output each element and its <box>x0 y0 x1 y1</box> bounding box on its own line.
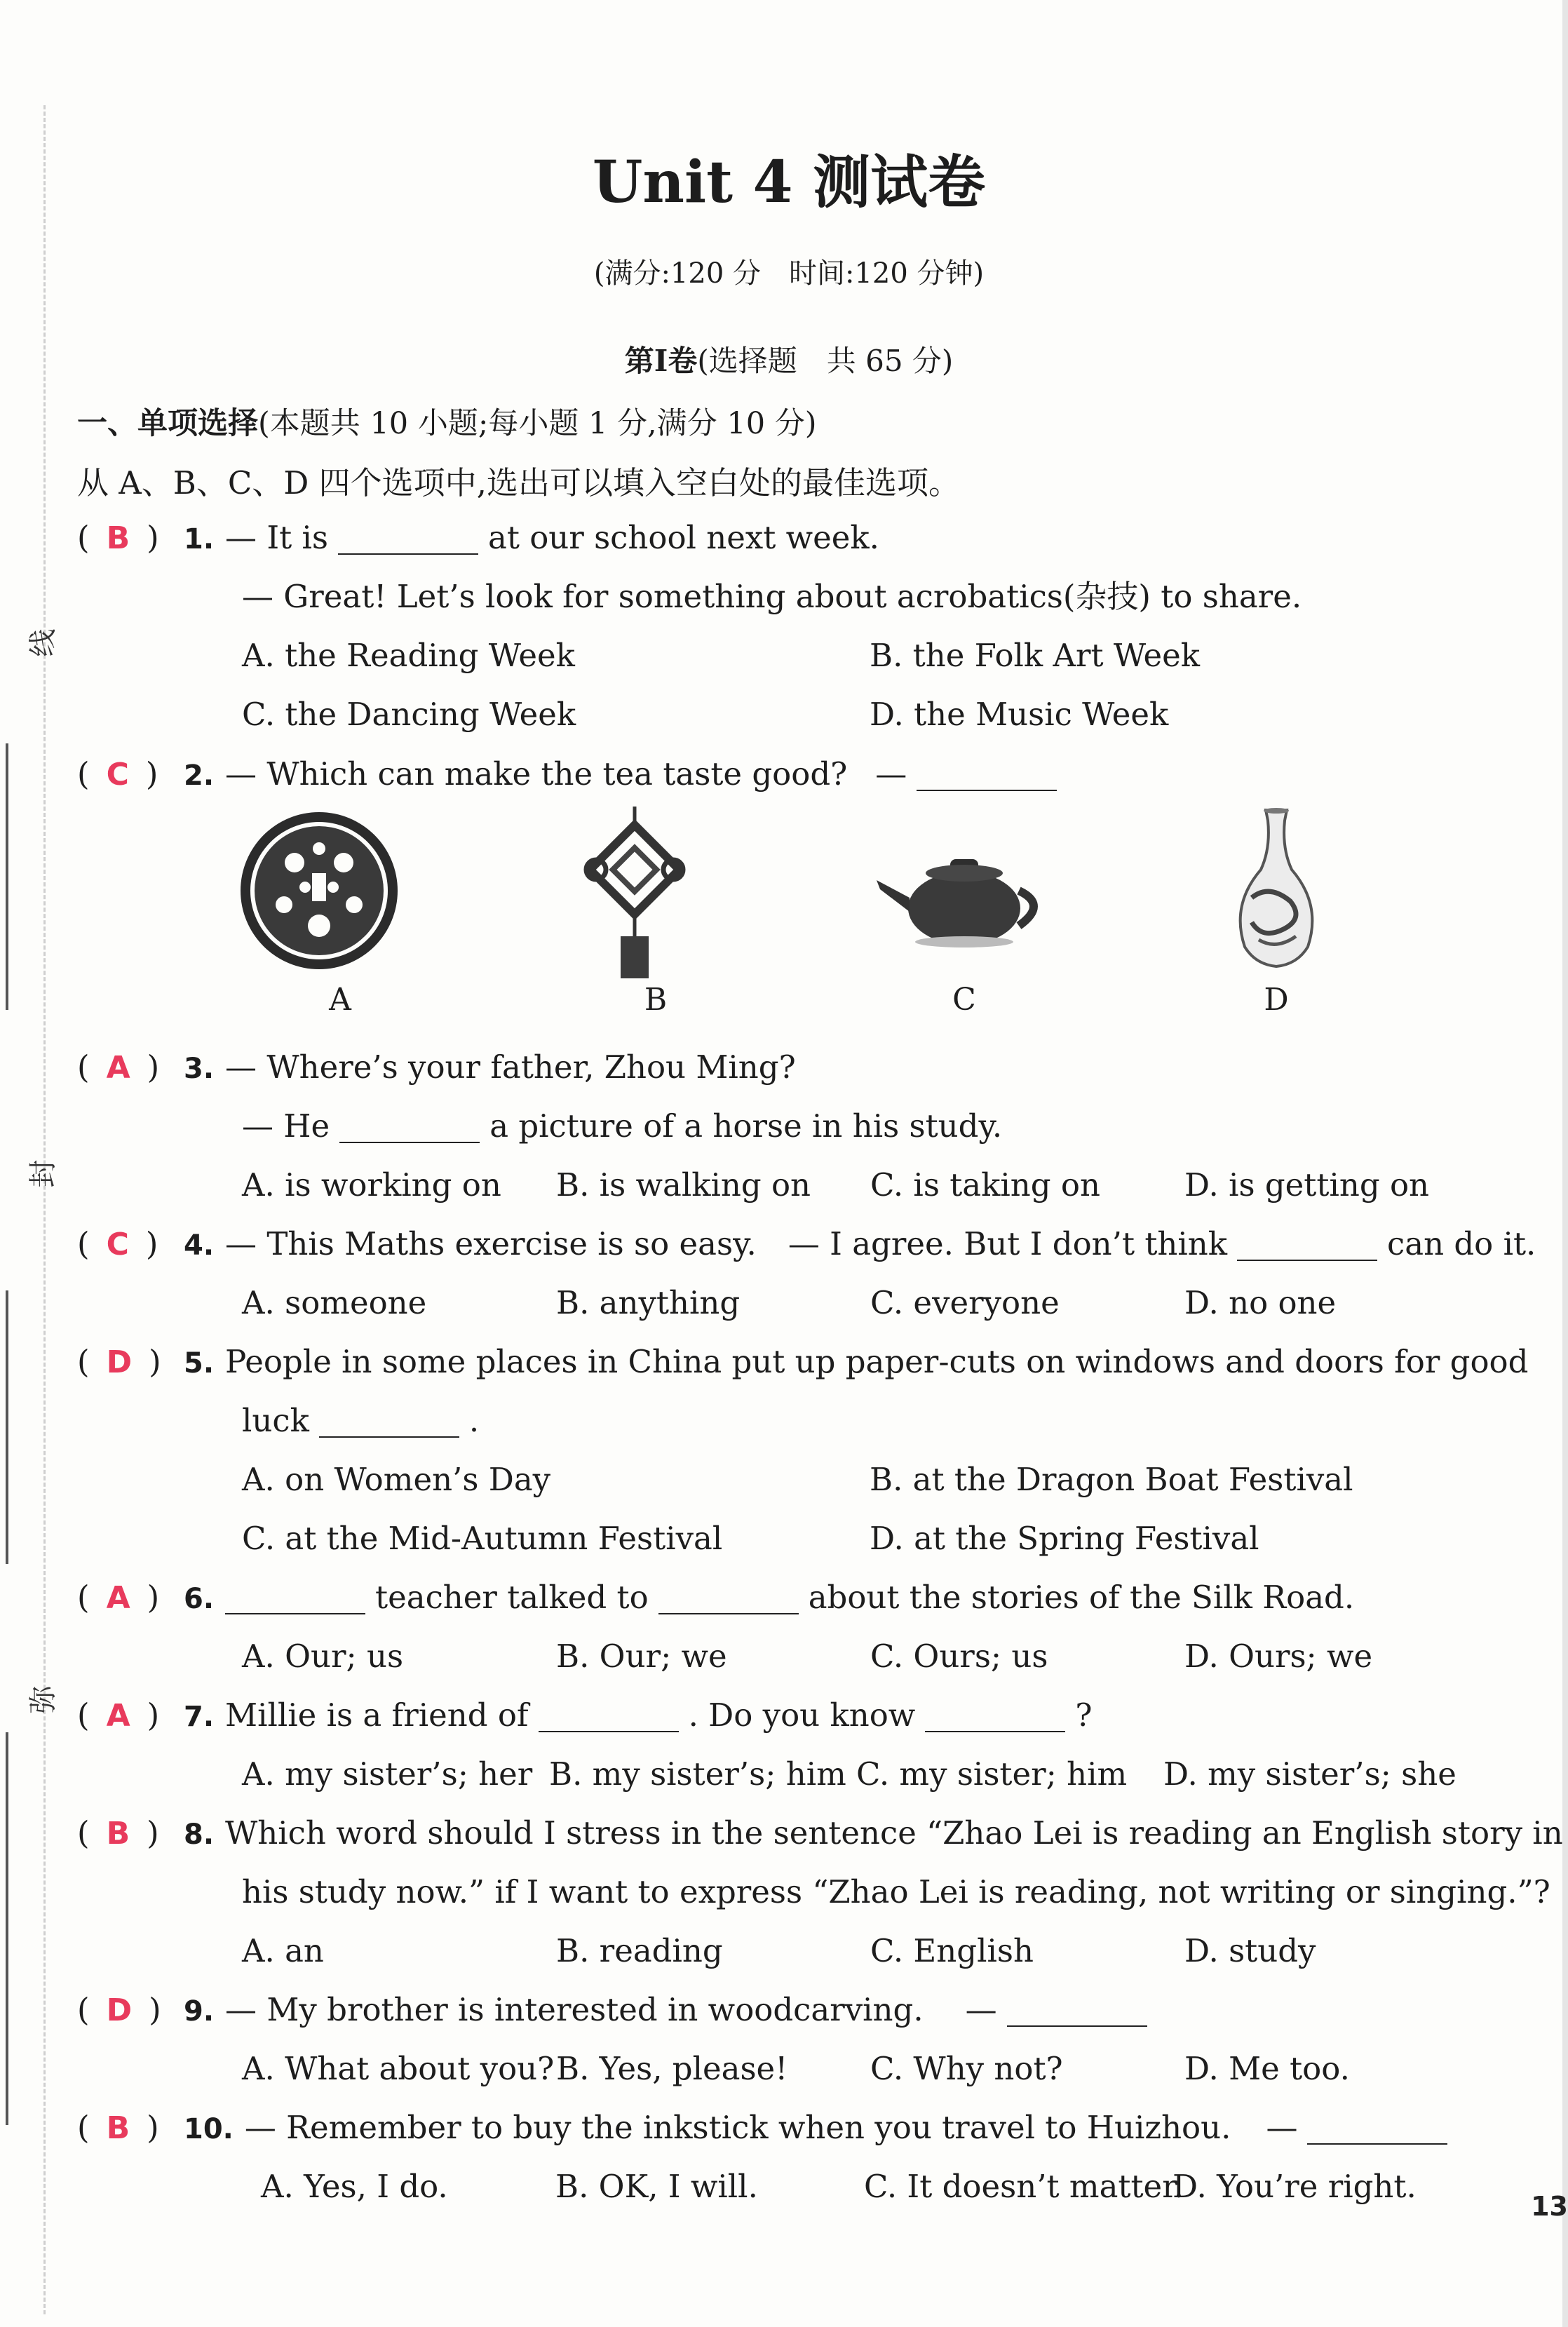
question-number: 2. <box>184 760 215 792</box>
part-heading <box>77 338 1501 380</box>
option-a[interactable]: A. my sister’s; her <box>242 1755 533 1793</box>
question-text: — It is <box>225 519 328 556</box>
margin-char-seal: 封 <box>27 1159 60 1188</box>
question-text: — <box>875 755 907 792</box>
question-text: about the stories of the Silk Road. <box>808 1579 1355 1616</box>
paper-cut-icon <box>235 807 445 982</box>
picture-options <box>242 807 1364 1038</box>
answer-paren: ( C ) <box>77 1225 158 1262</box>
question-text: — Which can make the tea taste good? <box>225 755 848 792</box>
question-number: 7. <box>184 1701 215 1733</box>
option-c[interactable]: C. Why not? <box>870 2050 1063 2087</box>
picture-option-a[interactable] <box>235 807 445 1038</box>
picture-option-d[interactable] <box>1171 807 1381 1038</box>
question-text: — Great! Let’s look for something about acrobatics(杂技) to share. <box>242 578 1302 615</box>
question-text: at our school next week. <box>487 519 879 556</box>
question-10 <box>77 2098 1501 2216</box>
picture-label: D <box>1264 982 1289 1018</box>
question-text: — My brother is interested in woodcarving. <box>225 1991 924 2028</box>
question-text: Which word should I stress in the sentence “Zhao Lei is reading an English story in <box>225 1814 1563 1852</box>
option-d[interactable]: D. Me too. <box>1184 2050 1350 2087</box>
option-c[interactable]: C. everyone <box>870 1284 1060 1321</box>
answer-blank[interactable] <box>339 1115 480 1143</box>
options-row <box>77 2039 1501 2098</box>
question-5 <box>77 1333 1529 1568</box>
answer-blank[interactable] <box>925 1704 1065 1732</box>
answer-paren: ( A ) <box>77 1048 160 1086</box>
answer-blank[interactable] <box>1007 1999 1147 2027</box>
answer-mark: B <box>106 2110 130 2146</box>
score-time-info: (满分:120 分 时间:120 分钟) <box>593 257 985 290</box>
section-heading <box>77 400 817 443</box>
option-d[interactable]: D. You’re right. <box>1172 2168 1417 2205</box>
question-text: . Do you know <box>688 1697 916 1734</box>
binding-margin <box>0 0 60 2327</box>
answer-mark: A <box>106 1050 130 1086</box>
question-text: ? <box>1075 1697 1093 1734</box>
options-row <box>77 1274 1501 1333</box>
question-text: luck <box>242 1402 309 1439</box>
question-text: his study now.” if I want to express “Zhao Lei is reading, not writing or singing.”? <box>242 1873 1550 1910</box>
option-a[interactable]: A. an <box>242 1932 324 1969</box>
page-edge <box>1562 0 1568 2327</box>
question-1 <box>77 508 1501 744</box>
option-d[interactable]: D. at the Spring Festival <box>870 1520 1259 1557</box>
option-a[interactable]: A. What about you? <box>242 2050 555 2087</box>
picture-option-b[interactable] <box>550 807 761 1038</box>
option-c[interactable]: C. my sister; him <box>856 1755 1128 1793</box>
question-6 <box>77 1568 1501 1686</box>
option-b[interactable]: B. OK, I will. <box>555 2168 758 2205</box>
option-a[interactable]: A. someone <box>242 1284 427 1321</box>
option-c[interactable]: C. the Dancing Week <box>242 696 576 733</box>
section-label: 一、单项选择 <box>77 406 258 441</box>
teapot-icon <box>859 807 1069 982</box>
answer-mark: A <box>106 1580 130 1616</box>
option-b[interactable]: B. Our; we <box>556 1638 727 1675</box>
answer-blank[interactable] <box>539 1704 679 1732</box>
margin-rule <box>6 1732 8 2125</box>
question-text: — Remember to buy the inkstick when you travel to Huizhou. <box>244 2109 1231 2146</box>
options-row <box>77 2157 1501 2216</box>
question-number: 8. <box>184 1819 215 1851</box>
question-number: 6. <box>184 1583 215 1615</box>
question-number: 9. <box>184 1995 215 2028</box>
question-2 <box>77 745 1501 804</box>
answer-blank[interactable] <box>319 1410 459 1438</box>
question-text: — He <box>242 1107 330 1145</box>
option-b[interactable]: B. Yes, please! <box>556 2050 788 2087</box>
options-row <box>77 1509 1501 1568</box>
options-row <box>77 1922 1501 1981</box>
chinese-knot-icon <box>550 807 761 982</box>
question-text: can do it. <box>1387 1225 1536 1262</box>
instructions: 从 A、B、C、D 四个选项中,选出可以填入空白处的最佳选项。 <box>77 464 960 501</box>
option-d[interactable]: D. my sister’s; she <box>1163 1755 1457 1793</box>
answer-mark: B <box>106 520 130 556</box>
options-row <box>77 1450 1501 1509</box>
page-title: Unit 4 测试卷 <box>592 149 986 216</box>
question-text: — This Maths exercise is so easy. — I agree. But I don’t think <box>225 1225 1228 1262</box>
options-row <box>77 685 1501 744</box>
answer-blank[interactable] <box>1307 2117 1447 2145</box>
question-text: a picture of a horse in his study. <box>489 1107 1003 1145</box>
answer-paren: ( D ) <box>77 1991 161 2028</box>
question-number: 1. <box>184 523 215 555</box>
option-b[interactable]: B. the Folk Art Week <box>870 637 1201 674</box>
answer-paren: ( B ) <box>77 1814 159 1852</box>
option-b[interactable]: B. is walking on <box>556 1166 811 1203</box>
picture-option-c[interactable] <box>859 807 1069 1038</box>
question-3 <box>77 1038 1501 1215</box>
answer-mark: B <box>106 1816 130 1852</box>
question-7 <box>77 1686 1501 1804</box>
question-4 <box>77 1215 1536 1333</box>
option-d[interactable]: D. the Music Week <box>870 696 1169 733</box>
answer-blank[interactable] <box>1237 1233 1377 1261</box>
question-text: . <box>468 1402 480 1439</box>
part-label: 第Ⅰ卷 <box>624 344 698 378</box>
question-8 <box>77 1804 1563 1981</box>
option-a[interactable]: A. Our; us <box>242 1638 404 1675</box>
margin-char-close: 弥 <box>27 1685 60 1714</box>
option-b[interactable]: B. anything <box>556 1284 741 1321</box>
margin-rule <box>6 743 8 1010</box>
option-b[interactable]: B. my sister’s; him <box>549 1755 846 1793</box>
question-text: teacher talked to <box>375 1579 649 1616</box>
question-number: 4. <box>184 1229 215 1262</box>
question-text: Millie is a friend of <box>225 1697 529 1734</box>
section-desc: (本题共 10 小题;每小题 1 分,满分 10 分) <box>258 406 817 441</box>
options-row <box>77 1156 1501 1215</box>
option-d[interactable]: D. no one <box>1184 1284 1337 1321</box>
picture-label: C <box>952 982 976 1018</box>
page-number: 13 <box>1531 2191 1568 2222</box>
answer-paren: ( A ) <box>77 1697 160 1734</box>
question-number: 10. <box>184 2113 234 2145</box>
option-a[interactable]: A. on Women’s Day <box>242 1461 551 1498</box>
question-text: — <box>965 1991 997 2028</box>
margin-rule <box>6 1290 8 1564</box>
option-d[interactable]: D. Ours; we <box>1184 1638 1373 1675</box>
question-text: — Where’s your father, Zhou Ming? <box>225 1048 796 1086</box>
answer-blank[interactable] <box>338 527 478 555</box>
option-d[interactable]: D. study <box>1184 1932 1316 1969</box>
answer-mark: C <box>106 1227 129 1262</box>
answer-mark: C <box>106 757 129 792</box>
answer-paren: ( B ) <box>77 2109 159 2146</box>
option-c[interactable]: C. It doesn’t matter. <box>864 2168 1184 2205</box>
option-c[interactable]: C. is taking on <box>870 1166 1100 1203</box>
picture-label: B <box>644 982 668 1018</box>
part-desc: (选择题 共 65 分) <box>697 344 954 378</box>
question-number: 3. <box>184 1053 215 1085</box>
answer-mark: D <box>106 1344 133 1380</box>
margin-char-line: 线 <box>27 628 60 657</box>
cut-line <box>43 105 46 2314</box>
answer-blank[interactable] <box>917 763 1057 791</box>
option-c[interactable]: C. Ours; us <box>870 1638 1048 1675</box>
answer-paren: ( B ) <box>77 519 159 556</box>
options-row <box>77 1745 1501 1804</box>
option-a[interactable]: A. is working on <box>242 1166 501 1203</box>
answer-paren: ( A ) <box>77 1579 160 1616</box>
question-text: People in some places in China put up paper-cuts on windows and doors for good <box>225 1343 1529 1380</box>
option-a[interactable]: A. the Reading Week <box>242 637 575 674</box>
answer-paren: ( D ) <box>77 1343 161 1380</box>
porcelain-vase-icon <box>1171 807 1381 982</box>
question-text: — <box>1266 2109 1298 2146</box>
option-c[interactable]: C. English <box>870 1932 1034 1969</box>
question-number: 5. <box>184 1347 215 1380</box>
question-9 <box>77 1981 1501 2098</box>
picture-label: A <box>329 982 351 1018</box>
answer-blank[interactable] <box>225 1586 365 1614</box>
answer-blank[interactable] <box>658 1586 799 1614</box>
answer-mark: D <box>106 1992 133 2028</box>
option-d[interactable]: D. is getting on <box>1184 1166 1430 1203</box>
option-c[interactable]: C. at the Mid-Autumn Festival <box>242 1520 723 1557</box>
answer-paren: ( C ) <box>77 755 158 792</box>
option-a[interactable]: A. Yes, I do. <box>261 2168 448 2205</box>
option-b[interactable]: B. at the Dragon Boat Festival <box>870 1461 1353 1498</box>
answer-mark: A <box>106 1698 130 1734</box>
option-b[interactable]: B. reading <box>556 1932 723 1969</box>
options-row <box>77 626 1501 685</box>
options-row <box>77 1627 1501 1686</box>
